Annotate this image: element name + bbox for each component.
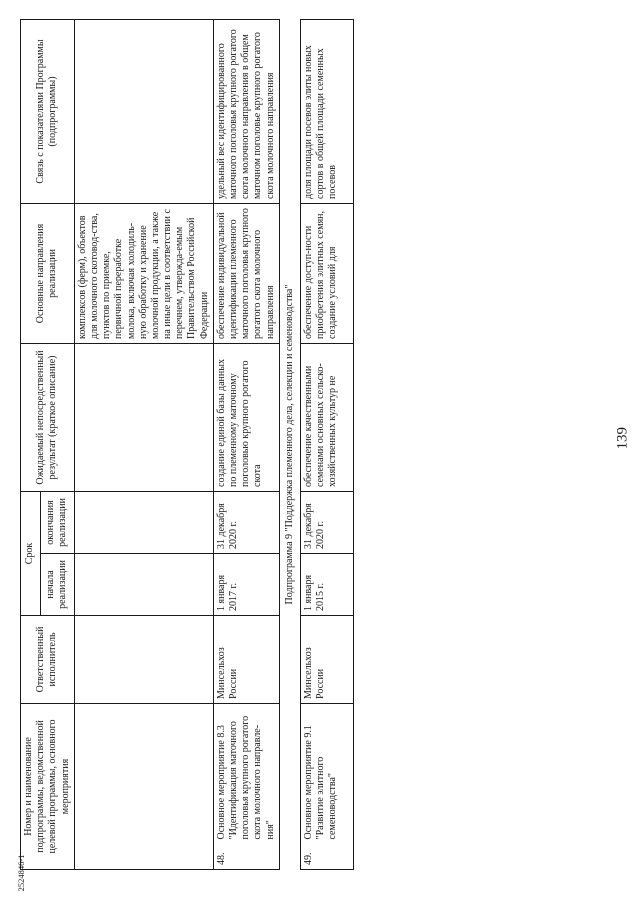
row-start: 1 января 2017 г. — [213, 553, 279, 615]
row-end: 31 декабря 2020 г. — [213, 491, 279, 553]
continuation-row — [74, 19, 213, 869]
row-start: 1 января 2015 г. — [300, 553, 353, 615]
document-code: 2524846-1 — [16, 854, 26, 892]
row-name: Основное мероприятие 9.1 "Развитие элитного семеноводства" — [300, 703, 353, 843]
table-row — [213, 19, 279, 869]
subprogram-row — [279, 19, 300, 869]
row-link: доля площади посевов элиты новых сортов в общей площади семенных посевов — [300, 19, 353, 203]
header-directions: Основные направления реализации — [21, 203, 75, 343]
row-link: удельный вес идентифицированного маточного поголовья крупного рогатого скота молочного направления в общем маточном поголовье крупного рогатого скота молочного направления — [213, 19, 279, 203]
header-link: Связь с показателями Программы (подпрограммы) — [21, 19, 75, 203]
continuation-directions: комплексов (ферм), объектов для молочного скотовод-ства, пунктов по приемке, первичной переработке молока, включая холодиль-ную обработку и хранение молочной продукции, а также на иные цели в соответствии с перечнем, утвержда-емым Правительством Российской Федерации — [74, 203, 213, 343]
header-term-start: начала реализации — [40, 553, 74, 615]
row-result: обеспечение качественными семенами основных сельско-хозяйственных культур не — [300, 343, 353, 491]
program-table — [20, 19, 354, 870]
header-term-end: окончания реализации — [40, 491, 74, 553]
row-number: 49. — [300, 844, 353, 870]
row-executor: Минсельхоз России — [213, 615, 279, 703]
row-result: создание единой базы данных по племенному маточному поголовью крупного рогатого скота — [213, 343, 279, 491]
row-name: Основное мероприятие 8.3 "Идентификация маточного поголовья крупного рогатого скота молочного направле-ния" — [213, 703, 279, 843]
header-term: Срок — [21, 491, 41, 615]
subprogram-title: Подпрограмма 9 "Поддержка племенного дела, селекции и семеноводства" — [279, 19, 300, 869]
header-executor: Ответственный исполнитель — [21, 615, 75, 703]
header-row — [21, 19, 41, 869]
page-number: 139 — [614, 427, 631, 450]
header-result: Ожидаемый непосредственный результат (краткое описание) — [21, 343, 75, 491]
row-number: 48. — [213, 844, 279, 870]
row-end: 31 декабря 2020 г. — [300, 491, 353, 553]
row-executor: Минсельхоз России — [300, 615, 353, 703]
header-name: Номер и наименование подпрограммы, ведомственной целевой программы, основного мероприятия — [21, 703, 75, 869]
table-row — [300, 19, 353, 869]
row-directions: обеспечение индивидуальной идентификации племенного маточного поголовья крупного рогатого скота молочного направления — [213, 203, 279, 343]
row-directions: обеспечение доступ-ности приобретения элитных семян, создание условий для — [300, 203, 353, 343]
